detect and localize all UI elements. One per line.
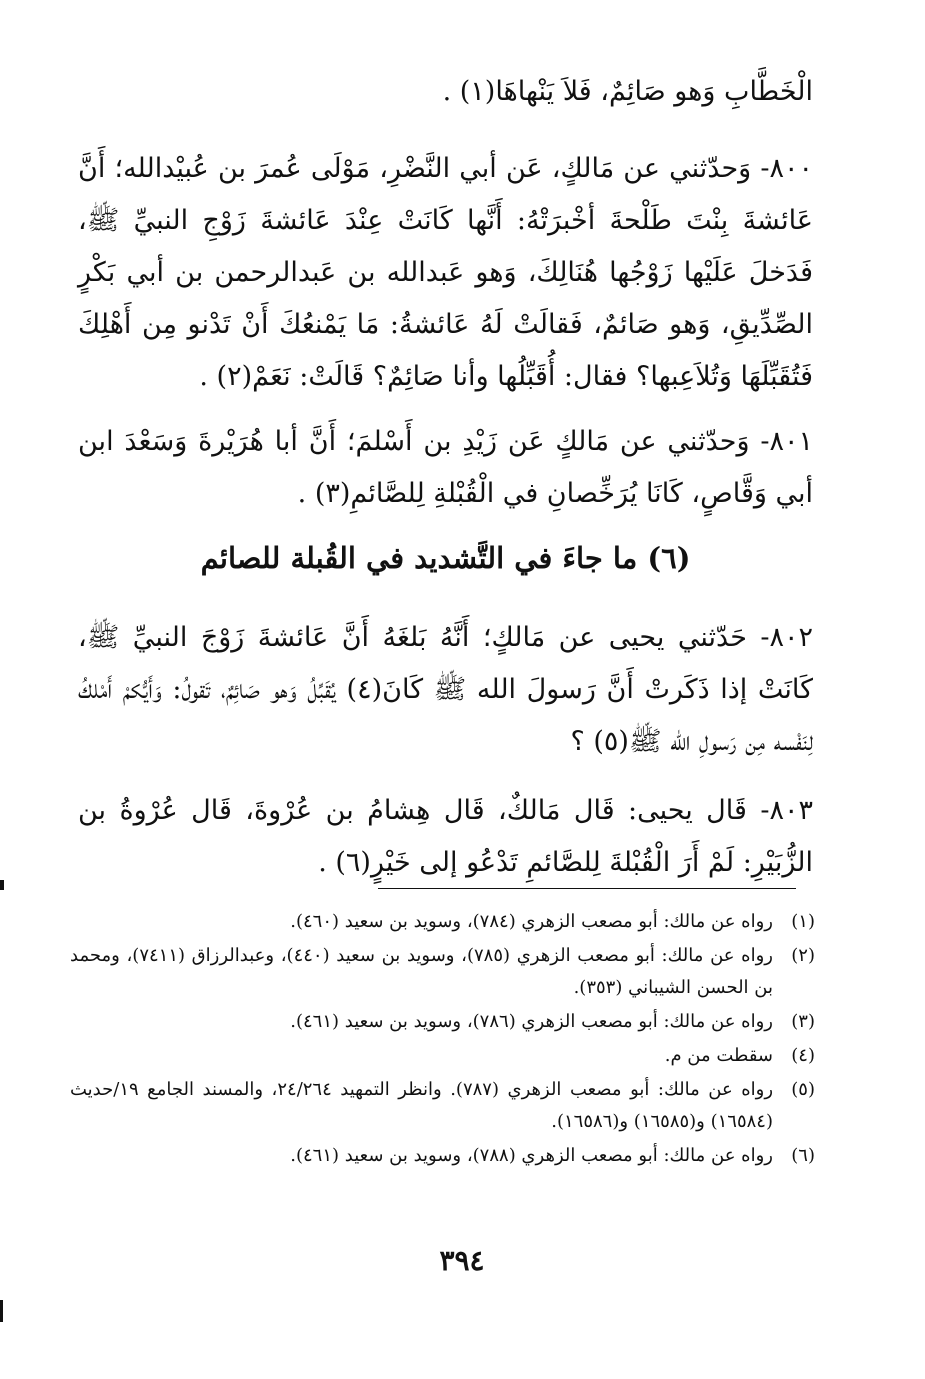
footnote-4 (70, 1040, 815, 1072)
footnote-text: رواه عن مالك: أبو مصعب الزهري (٧٨٧). وانظر التمهيد ٢٤/٢٦٤، والمسند الجامع ١٩/حديث (١٦٥٨٤) و(١٦٥٨٥) و(١٦٥٨٦). (70, 1079, 774, 1132)
footnote-number: (٣) (791, 1011, 815, 1032)
footnote-number: (٢) (791, 945, 815, 966)
footnote-3 (70, 1006, 815, 1038)
scan-artifact (0, 1300, 3, 1322)
footnote-2 (70, 940, 815, 1004)
page-number: ٣٩٤ (439, 1244, 485, 1277)
scan-artifact (0, 880, 4, 890)
footnote-number: (٦) (791, 1145, 815, 1166)
footnote-text: رواه عن مالك: أبو مصعب الزهري (٧٨٦)، وسويد بن سعيد (٤٦١). (290, 1011, 773, 1032)
hadith-803: ٨٠٣- قَال يحيى: قَال مَالكٌ، قَال هِشامُ بن عُرْوةَ، قَال عُرْوةُ بن الزُّبَيْرِ: لَمْ أَرَ الْقُبْلةَ لِلصَّائمِ تَدْعُو إلى خَيْرٍ(٦) . (78, 795, 813, 878)
footnote-text: رواه عن مالك: أبو مصعب الزهري (٧٨٥)، وسويد بن سعيد (٤٤٠)، وعبدالرزاق (٧٤١١)، ومحمد بن الحسن الشيباني (٣٥٣). (70, 945, 773, 998)
footnote-number: (٤) (791, 1045, 815, 1066)
footnote-5 (70, 1074, 815, 1138)
footnote-text: سقطت من م. (664, 1045, 773, 1066)
hadith-802: ٨٠٢- حَدّثني يحيى عن مَالكٍ؛ أَنَّهُ بَلغَهُ أَنَّ عَائشةَ زَوْجَ النبيِّ ﷺ، كَانَتْ إذا ذَكَرتْ أَنَّ رَسولَ الله ﷺ كَانَ(٤) يُقَبِّلُ وَهو صَائِمٌ، تَقولُ: وَأَيُّكمْ أَمْلكُ لِنَفْسه مِن رَسولِ الله ﷺ(٥) ؟ (78, 622, 813, 757)
chapter-heading: (٦) ما جاءَ في التَّشديد في القُبلة للصائم (200, 541, 691, 575)
footnotes (70, 906, 815, 1174)
hadith-801: ٨٠١- وَحدّثني عن مَالكٍ عَن زَيْدِ بن أَسْلمَ؛ أَنَّ أبا هُرَيْرةَ وَسَعْدَ ابن أبي وَقَّاصٍ، كَانَا يُرَخِّصانِ في الْقُبْلةِ لِلصَّائمِ(٣) . (78, 426, 813, 509)
hadith-800: ٨٠٠- وَحدّثني عن مَالكٍ، عَن أبي النَّضْرِ، مَوْلَى عُمرَ بن عُبيْدالله؛ أَنَّ عَائشةَ بِنْتَ طَلْحةَ أخْبرَتْهُ: أَنَّها كَانَتْ عِنْدَ عَائشةَ زَوْجِ النبيِّ ﷺ، فَدَخلَ عَلَيْها زَوْجُها هُنَالِكَ، وَهو عَبدالله بن عَبدالرحمن بن أبي بَكْرٍ الصِّدِّيقِ، وَهو صَائمٌ، فَقالَتْ لَهُ عَائشةُ: مَا يَمْنعُكَ أَنْ تَدْنو مِن أَهْلِكَ فَتُقَبِّلَهَا وَتُلاَعِبها؟ فقال: أُقَبِّلُها وأنا صَائِمٌ؟ قَالَتْ: نَعَمْ(٢) . (78, 153, 813, 392)
footnote-number: (٥) (791, 1079, 815, 1100)
footnote-text: رواه عن مالك: أبو مصعب الزهري (٧٨٨)، وسويد بن سعيد (٤٦١). (290, 1145, 773, 1166)
footnote-text: رواه عن مالك: أبو مصعب الزهري (٧٨٤)، وسويد بن سعيد (٤٦٠). (290, 911, 773, 932)
footnote-6 (70, 1140, 815, 1172)
footnote-number: (١) (791, 911, 815, 932)
footnote-1 (70, 906, 815, 938)
paragraph-continuation: الْخَطَّابِ وَهو صَائِمٌ، فَلاَ يَنْهاهَا(١) . (442, 76, 813, 107)
footnote-divider (378, 888, 796, 889)
